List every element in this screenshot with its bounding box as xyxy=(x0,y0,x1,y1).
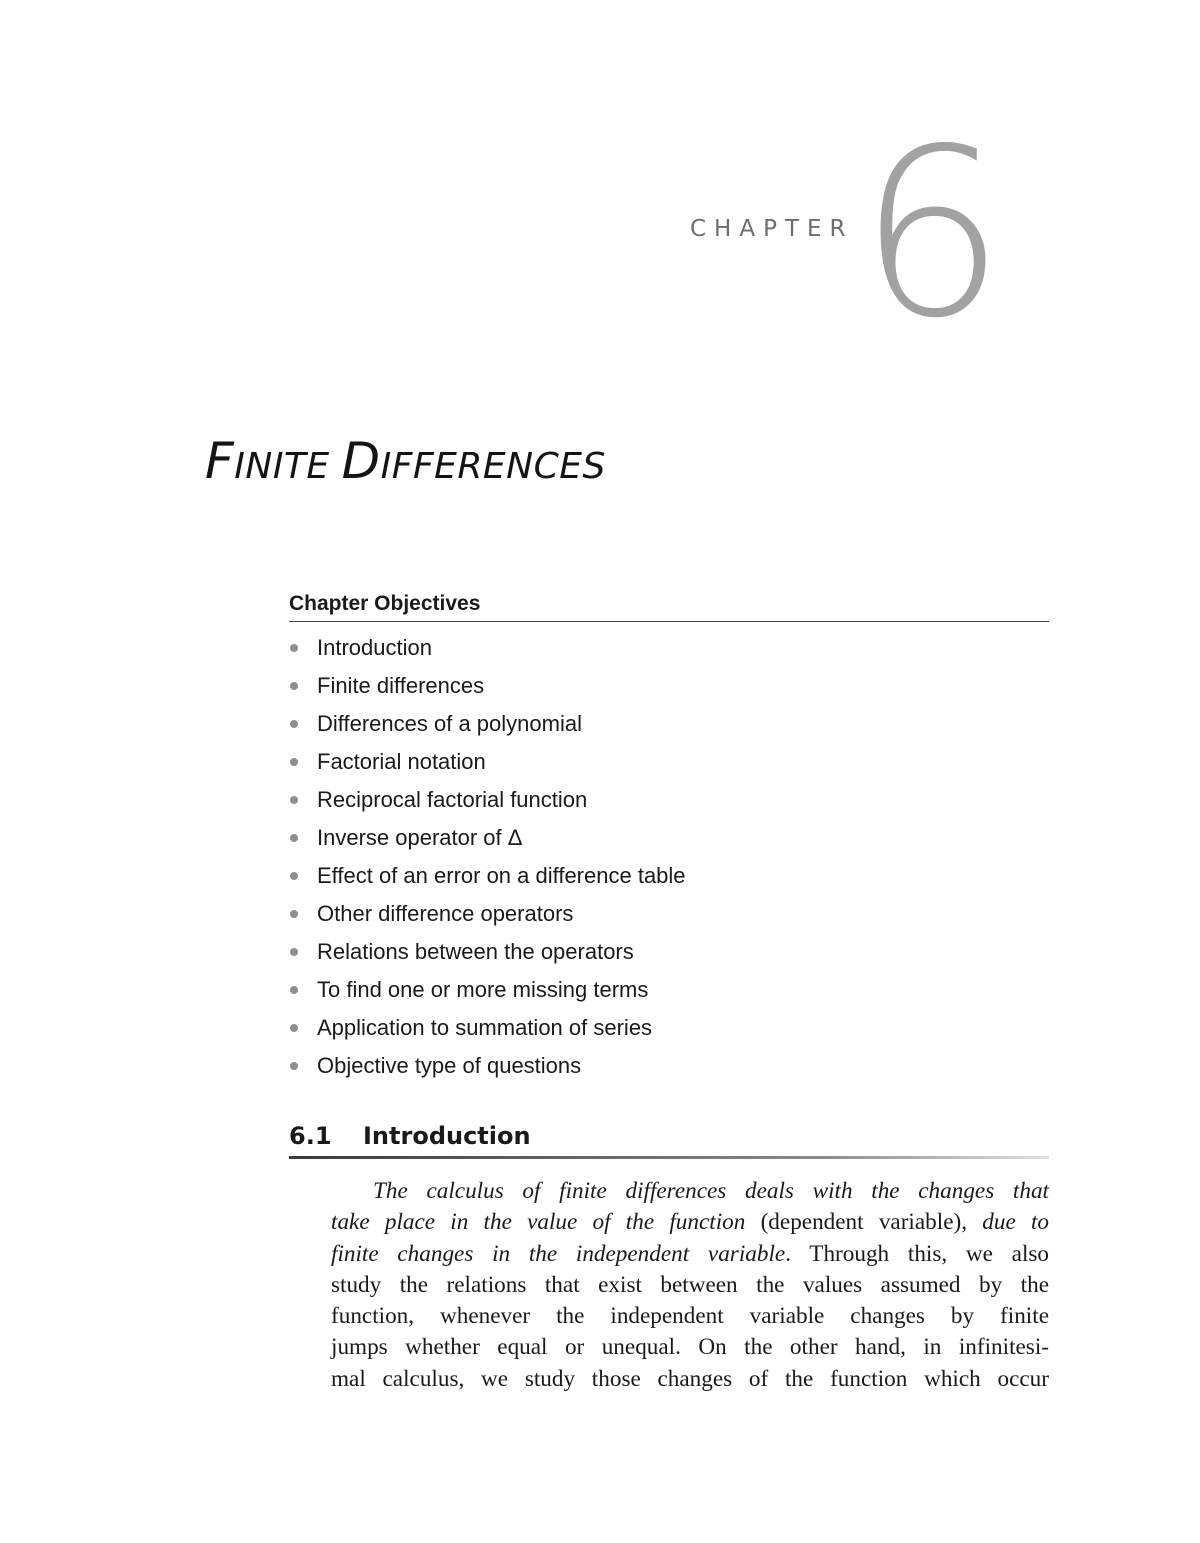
objective-text: Reciprocal factorial function xyxy=(317,787,588,812)
chapter-title xyxy=(205,432,606,490)
chapter-title-initial: D xyxy=(341,432,381,490)
bullet-icon xyxy=(290,986,298,994)
objective-item xyxy=(289,629,1049,667)
objective-text: Objective type of questions xyxy=(317,1053,582,1078)
bullet-icon xyxy=(290,834,298,842)
paragraph-line xyxy=(331,1270,1049,1301)
objective-text: Application to summation of series xyxy=(317,1015,653,1040)
objective-text: Introduction xyxy=(317,635,432,660)
chapter-number: 6 xyxy=(858,99,1006,369)
intro-paragraph xyxy=(331,1176,1049,1395)
paragraph-text: function, whenever the independent variable changes by finite xyxy=(331,1303,1049,1330)
chapter-title-part: IFFERENCES xyxy=(380,446,606,487)
bullet-icon xyxy=(290,872,298,880)
objective-text: Finite differences xyxy=(317,673,485,698)
objective-item xyxy=(289,933,1049,971)
section-number: 6.1 xyxy=(289,1122,332,1150)
objective-item xyxy=(289,667,1049,705)
chapter-title-initial: F xyxy=(205,432,235,490)
paragraph-line xyxy=(331,1332,1049,1363)
paragraph-italic-text: take place in the value of the function xyxy=(331,1209,746,1236)
paragraph-line xyxy=(331,1176,1049,1207)
paragraph-text: study the relations that exist between the values assumed by the xyxy=(331,1271,1049,1298)
objective-item xyxy=(289,1047,1049,1085)
objective-item xyxy=(289,705,1049,743)
bullet-icon xyxy=(290,910,298,918)
paragraph-text: (dependent variable), xyxy=(745,1209,983,1236)
objective-item xyxy=(289,1009,1049,1047)
objectives-list xyxy=(289,629,1049,1085)
bullet-icon xyxy=(290,1062,298,1070)
chapter-label: CHAPTER xyxy=(690,216,854,242)
objective-item xyxy=(289,895,1049,933)
bullet-icon xyxy=(290,948,298,956)
objective-text: To find one or more missing terms xyxy=(317,977,649,1002)
chapter-title-part: INITE xyxy=(234,446,342,487)
objectives-heading: Chapter Objectives xyxy=(289,592,1049,622)
paragraph-line xyxy=(331,1364,1049,1395)
paragraph-text: mal calculus, we study those changes of the function which occur xyxy=(331,1365,1049,1392)
section-title: Introduction xyxy=(363,1122,531,1150)
chapter-objectives xyxy=(289,592,1049,1085)
objective-text: Factorial notation xyxy=(317,749,486,774)
bullet-icon xyxy=(290,644,298,652)
objective-item xyxy=(289,971,1049,1009)
paragraph-line xyxy=(331,1301,1049,1332)
bullet-icon xyxy=(290,796,298,804)
section-rule xyxy=(289,1156,1049,1159)
paragraph-line xyxy=(331,1207,1049,1238)
paragraph-italic-text: The calculus of finite differences deals with the changes that xyxy=(373,1178,1049,1204)
paragraph-text: jumps whether equal or unequal. On the other hand, in infinitesi- xyxy=(331,1334,1049,1361)
objective-item xyxy=(289,743,1049,781)
paragraph-text: . Through this, we also xyxy=(785,1240,1049,1267)
objective-item xyxy=(289,857,1049,895)
objective-text: Relations between the operators xyxy=(317,939,634,964)
objective-text: Inverse operator of Δ xyxy=(317,825,523,850)
section-heading xyxy=(289,1122,1049,1156)
bullet-icon xyxy=(290,1024,298,1032)
bullet-icon xyxy=(290,720,298,728)
paragraph-italic-text: finite changes in the independent variable xyxy=(331,1240,786,1267)
paragraph-italic-text: due to xyxy=(982,1209,1049,1236)
objective-text: Differences of a polynomial xyxy=(317,711,582,736)
objective-text: Effect of an error on a difference table xyxy=(317,863,686,888)
bullet-icon xyxy=(290,682,298,690)
bullet-icon xyxy=(290,758,298,766)
paragraph-line xyxy=(331,1239,1049,1270)
objective-item xyxy=(289,819,1049,857)
objective-text: Other difference operators xyxy=(317,901,574,926)
objective-item xyxy=(289,781,1049,819)
